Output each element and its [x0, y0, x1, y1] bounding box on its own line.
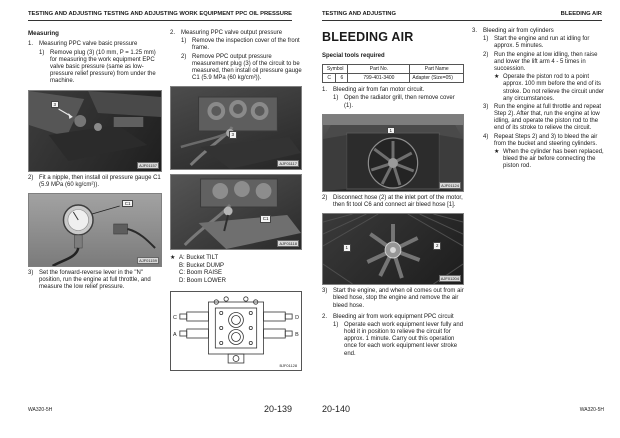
cell-part-no: 799-401-3400	[348, 74, 410, 83]
list-step	[39, 50, 162, 86]
procedure-item	[472, 28, 606, 171]
photo-code: AJF01204	[440, 276, 459, 282]
diagram-port-label: B	[295, 332, 299, 339]
header-section: TESTING AND ADJUSTING	[28, 11, 102, 17]
photo-fan-closeup	[322, 213, 464, 285]
cell-symbol-letter: C	[323, 74, 336, 83]
item-number: 1.	[28, 41, 34, 48]
item-title: Bleeding air from work equipment PPC circuit	[333, 313, 454, 320]
section-heading: Measuring	[28, 30, 59, 37]
star-bullet: ★	[494, 149, 500, 155]
col-header-part-no: Part No.	[348, 65, 410, 74]
right-page-column-1	[322, 26, 464, 358]
step-number: 2)	[483, 51, 489, 58]
step-text: Run the engine at low idling, then raise and lower the lift arm 4 - 5 times in succession.	[494, 51, 598, 72]
procedure-item	[322, 87, 464, 110]
callout-label: C1	[260, 215, 271, 223]
diagram-port-label: D	[295, 315, 299, 322]
list-step	[483, 36, 606, 50]
step-text: Remove plug (3) (10 mm, P = 1.25 mm) for measuring the work equipment EPC valve basic pressure (same as low-pressure relief pressure) from under the machine.	[50, 49, 156, 85]
cell-symbol-number: 6	[336, 74, 348, 83]
col-header-part-name: Part Name	[410, 65, 464, 74]
page-left	[0, 0, 308, 438]
note-line	[483, 149, 606, 171]
right-page-column-2	[472, 28, 606, 171]
callout-label: C1	[122, 200, 133, 208]
item-number: 2.	[322, 313, 328, 320]
item-number: 2.	[170, 30, 176, 36]
step-number: 3)	[322, 288, 328, 295]
list-step	[483, 134, 606, 148]
list-step	[333, 95, 464, 109]
header-topic: TESTING AND ADJUSTING WORK EQUIPMENT PPC OIL PRESSURE	[103, 11, 292, 17]
photo-code: AJF01159	[139, 257, 157, 263]
step-number: 1)	[333, 95, 339, 102]
left-page-column-2	[170, 30, 302, 371]
footer-page-number: 20-139	[263, 404, 292, 414]
star-bullet: ★	[170, 255, 176, 262]
photo-ppc-valve	[170, 86, 302, 170]
note-line	[483, 74, 606, 103]
diagram-port-label: A	[172, 332, 177, 339]
col-header-symbol: Symbol	[323, 65, 348, 74]
callout-label: 3	[229, 131, 237, 139]
list-step	[28, 270, 162, 292]
step-number: 1)	[483, 36, 489, 43]
photo-ppc-valve-gauge	[170, 174, 302, 250]
item-title: Measuring PPC valve output pressure	[181, 30, 283, 36]
step-number: 1)	[333, 321, 339, 328]
footer-model: WA320-5H	[579, 407, 604, 413]
legend-line: A: Bucket TILT	[179, 255, 219, 262]
step-text: Remove PPC output pressure measurement plug (3) of the circuit to be measured, then install oil pressure gauge C1 (5.9 MPa (60 kg/cm²)).	[192, 53, 302, 82]
item-title: Measuring PPC valve basic pressure	[39, 41, 138, 48]
page-right	[309, 0, 620, 438]
photo-code: AJF01124	[441, 182, 459, 188]
legend-line: D: Boom LOWER	[179, 277, 227, 284]
photo-sketch	[171, 87, 301, 169]
left-page-column-1	[28, 30, 162, 292]
step-number: 2)	[322, 194, 328, 201]
item-title: Bleeding air from fan motor circuit.	[333, 87, 425, 94]
callout-label: 2	[433, 242, 441, 250]
step-text: Disconnect hose (2) at the inlet port of the motor, then fit tool C6 and connect air bleed hose [1].	[333, 194, 463, 208]
step-number: 2)	[181, 53, 187, 60]
callout-label: 3	[51, 101, 59, 109]
step-text: Start the engine, and when oil comes out from air bleed hose, stop the engine and remove the air bleed hose.	[333, 288, 464, 309]
cell-part-name: Adapter (Size=05)	[410, 74, 464, 83]
photo-sketch	[29, 194, 161, 266]
photo-machine-underside	[28, 90, 162, 172]
note-text: When the cylinder has been replaced, bleed the air before connecting the piston rod.	[503, 149, 604, 170]
step-text: Operate each work equipment lever fully and hold it in position to relieve the circuit for approx. 1 minute. Carry out this operation once for each work equipment lever stroke end.	[344, 321, 464, 357]
note-text: Operate the piston rod to a point approx. 100 mm before the end of its stroke. Do not relieve the circuit under any circumstances.	[503, 74, 605, 102]
item-number: 1.	[322, 87, 328, 94]
photo-sketch	[171, 175, 301, 249]
list-step	[333, 322, 464, 358]
step-text: Remove the inspection cover of the front frame.	[192, 38, 300, 52]
photo-sketch	[29, 91, 161, 171]
step-number: 1)	[181, 38, 187, 45]
list-step	[181, 38, 302, 52]
step-number: 3)	[28, 269, 34, 276]
procedure-item	[28, 41, 162, 85]
header-topic: BLEEDING AIR	[560, 11, 602, 17]
procedure-item	[170, 30, 302, 82]
header-section: TESTING AND ADJUSTING	[322, 11, 396, 17]
diagram-drawing	[171, 292, 301, 370]
running-header-left	[28, 11, 292, 21]
page-title: BLEEDING AIR	[322, 30, 414, 44]
special-tools-table	[322, 64, 464, 83]
callout-label: 1	[343, 244, 351, 252]
footer-model: WA320-5H	[28, 407, 53, 413]
diagram-code: BJF01128	[279, 363, 298, 369]
photo-radiator-grill	[322, 114, 464, 192]
photo-pressure-gauge	[28, 193, 162, 267]
step-text: Set the forward-reverse lever in the "N" position, run the engine at full throttle, and measure the low relief pressure.	[39, 269, 151, 291]
step-number: 2)	[28, 174, 34, 181]
legend-line: C: Boom RAISE	[179, 270, 223, 277]
list-step	[181, 54, 302, 83]
photo-code: AJF01117	[279, 161, 297, 167]
tools-heading: Special tools required	[322, 53, 385, 59]
running-header-right	[322, 11, 602, 21]
step-text: Start the engine and run at idling for approx. 5 minutes.	[494, 36, 590, 50]
list-step	[483, 52, 606, 74]
item-number: 3.	[472, 28, 478, 34]
step-number: 3)	[483, 103, 489, 110]
list-step	[483, 104, 606, 133]
star-bullet: ★	[494, 74, 500, 81]
item-title: Bleeding air from cylinders	[483, 28, 554, 34]
list-step	[322, 195, 464, 209]
photo-code: AJF01118	[279, 241, 297, 247]
table-header-row	[323, 65, 464, 74]
photo-code: AJF01157	[139, 162, 157, 168]
step-text: Run the engine at full throttle and repeat Step 2). After that, run the engine at low idling, and operate the piston rod to the end of its stroke to relieve the circuit.	[494, 103, 602, 132]
callout-label: 1	[387, 127, 395, 135]
diagram-port-label: C	[172, 315, 177, 322]
step-number: 1)	[39, 49, 45, 56]
valve-port-diagram	[170, 291, 302, 371]
list-step	[322, 288, 464, 310]
step-number: 4)	[483, 133, 489, 140]
list-step	[28, 175, 162, 189]
footer-page-number: 20-140	[322, 404, 351, 414]
table-row	[323, 74, 464, 83]
procedure-item	[322, 314, 464, 358]
step-text: Repeat Steps 2) and 3) to bleed the air from the bucket and steering cylinders.	[494, 133, 598, 147]
port-legend	[170, 255, 302, 285]
legend-line: B: Bucket DUMP	[179, 262, 225, 269]
step-text: Open the radiator grill, then remove cover (1).	[344, 95, 455, 109]
step-text: Fit a nipple, then install oil pressure gauge C1 (5.9 MPa (60 kg/cm²)).	[39, 174, 161, 188]
